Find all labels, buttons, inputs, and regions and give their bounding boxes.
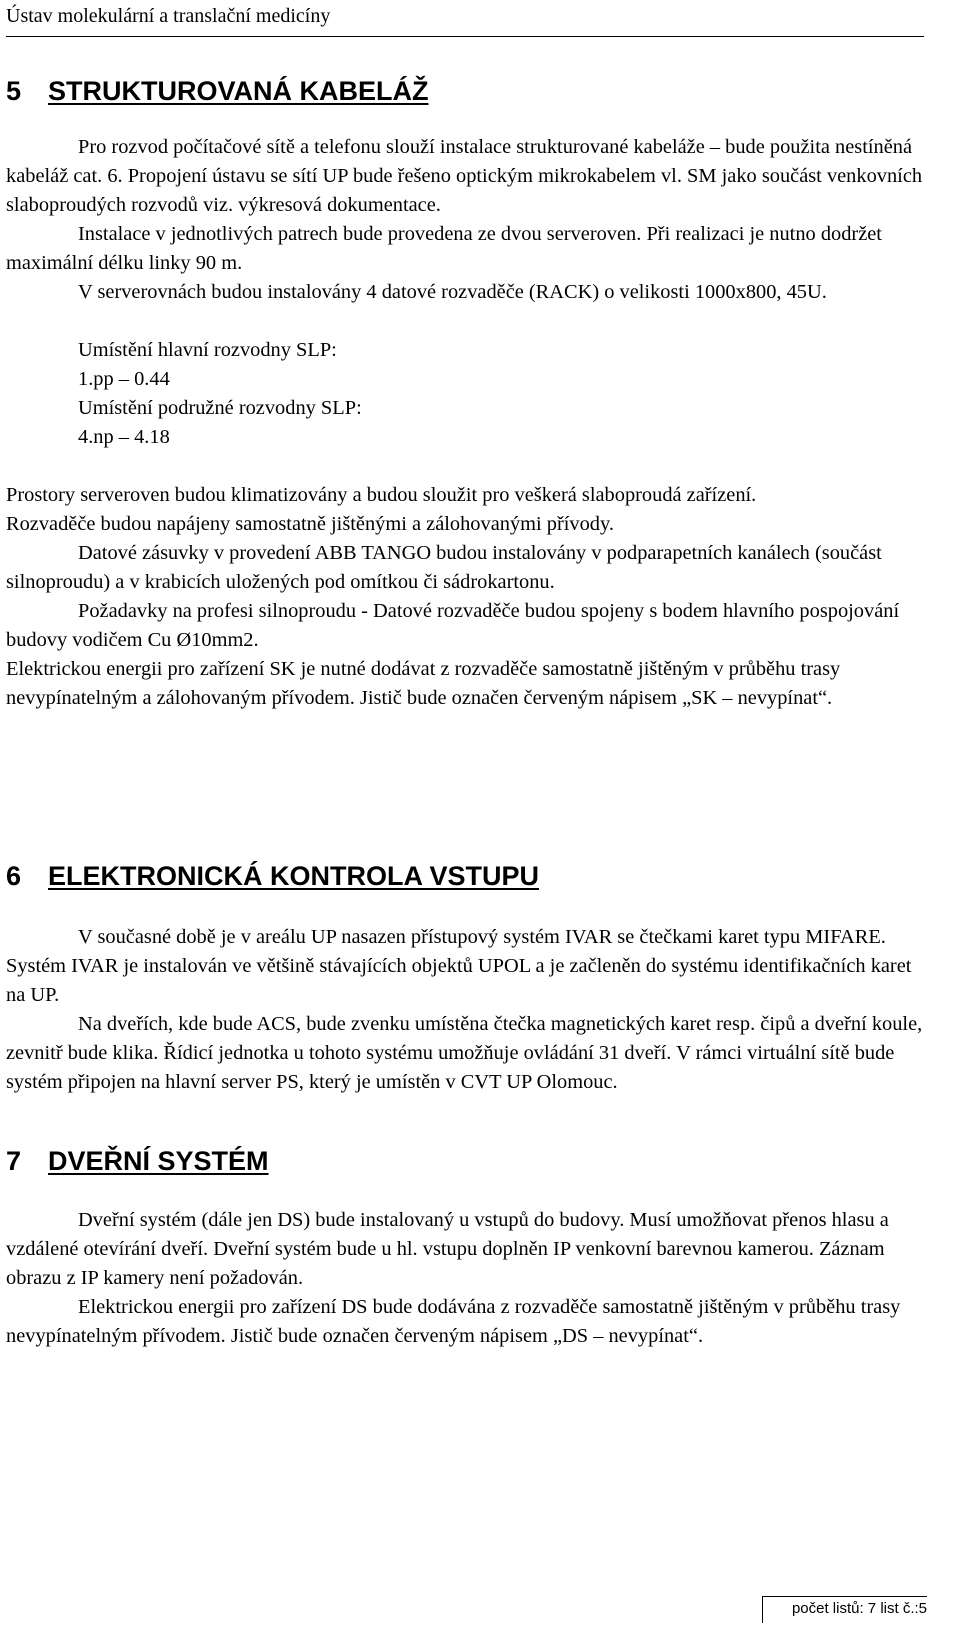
sheet-info: počet listů: 7 list č.:5 <box>791 1600 927 1617</box>
paragraph: Umístění podružné rozvodny SLP: <box>78 397 362 419</box>
paragraph: 4.np – 4.18 <box>78 426 170 448</box>
section-title: ELEKTRONICKÁ KONTROLA VSTUPU <box>48 861 539 891</box>
paragraph: Rozvaděče budou napájeny samostatně jištěnými a zálohovanými přívody. <box>6 513 614 535</box>
paragraph: 1.pp – 0.44 <box>78 368 170 390</box>
section-number: 5 <box>6 76 22 106</box>
header-institute: Ústav molekulární a translační medicíny <box>6 5 331 27</box>
running-header <box>6 2 924 37</box>
paragraph: Elektrickou energii pro zařízení SK je nutné dodávat z rozvaděče samostatně jištěným v průběhu trasy nevypínatelným a zálohovaným přívodem. Jistič bude označen červeným nápisem „SK – nevypínat“. <box>6 658 841 709</box>
paragraph: V serverovnách budou instalovány 4 datové rozvaděče (RACK) o velikosti 1000x800, 45U. <box>78 281 827 303</box>
section-5-body <box>6 133 924 713</box>
section-title: STRUKTUROVANÁ KABELÁŽ <box>48 76 429 106</box>
paragraph: Prostory serveroven budou klimatizovány a budou sloužit pro veškerá slaboproudá zařízení. <box>6 484 757 506</box>
section-5-heading <box>6 75 428 107</box>
paragraph: Umístění hlavní rozvodny SLP: <box>78 339 337 361</box>
page-footer <box>762 1596 927 1623</box>
paragraph: V současné době je v areálu UP nasazen přístupový systém IVAR se čtečkami karet typu MIFARE. Systém IVAR je instalován ve většině stávajících objektů UPOL a je začleněn do systému identifikačních karet na UP. <box>6 926 912 1006</box>
paragraph: Dveřní systém (dále jen DS) bude instalovaný u vstupů do budovy. Musí umožňovat přenos hlasu a vzdálené otevírání dveří. Dveřní systém bude u hl. vstupu doplněn IP venkovní barevnou kamerou. Záznam obrazu z IP kamery není požadován. <box>6 1209 889 1289</box>
section-number: 6 <box>6 861 22 891</box>
section-6-body <box>6 923 924 1097</box>
section-7-body <box>6 1206 924 1351</box>
paragraph: Instalace v jednotlivých patrech bude provedena ze dvou serveroven. Při realizaci je nutno dodržet maximální délku linky 90 m. <box>6 223 882 274</box>
paragraph: Požadavky na profesi silnoproudu - Datové rozvaděče budou spojeny s bodem hlavního pospojování budovy vodičem Cu Ø10mm2. <box>6 600 900 651</box>
paragraph: Datové zásuvky v provedení ABB TANGO budou instalovány v podparapetních kanálech (součást silnoproudu) a v krabicích uložených pod omítkou či sádrokartonu. <box>6 542 882 593</box>
section-6-heading <box>6 860 539 892</box>
paragraph: Pro rozvod počítačové sítě a telefonu slouží instalace strukturované kabeláže – bude použita nestíněná kabeláž cat. 6. Propojení ústavu se sítí UP bude řešeno optickým mikrokabelem vl. SM jako součást venkovních slaboproudých rozvodů viz. výkresová dokumentace. <box>6 136 923 216</box>
paragraph: Na dveřích, kde bude ACS, bude zvenku umístěna čtečka magnetických karet resp. čipů a dveřní koule, zevnitř bude klika. Řídicí jednotka u tohoto systému umožňuje ovládání 31 dveří. V rámci virtuální sítě bude systém připojen na hlavní server PS, který je umístěn v CVT UP Olomouc. <box>6 1013 923 1093</box>
section-number: 7 <box>6 1146 22 1176</box>
paragraph: Elektrickou energii pro zařízení DS bude dodávána z rozvaděče samostatně jištěným v průběhu trasy nevypínatelným přívodem. Jistič bude označen červeným nápisem „DS – nevypínat“. <box>6 1296 901 1347</box>
section-7-heading <box>6 1145 269 1177</box>
section-title: DVEŘNÍ SYSTÉM <box>48 1146 269 1176</box>
spacer <box>6 307 924 336</box>
spacer <box>6 452 924 481</box>
